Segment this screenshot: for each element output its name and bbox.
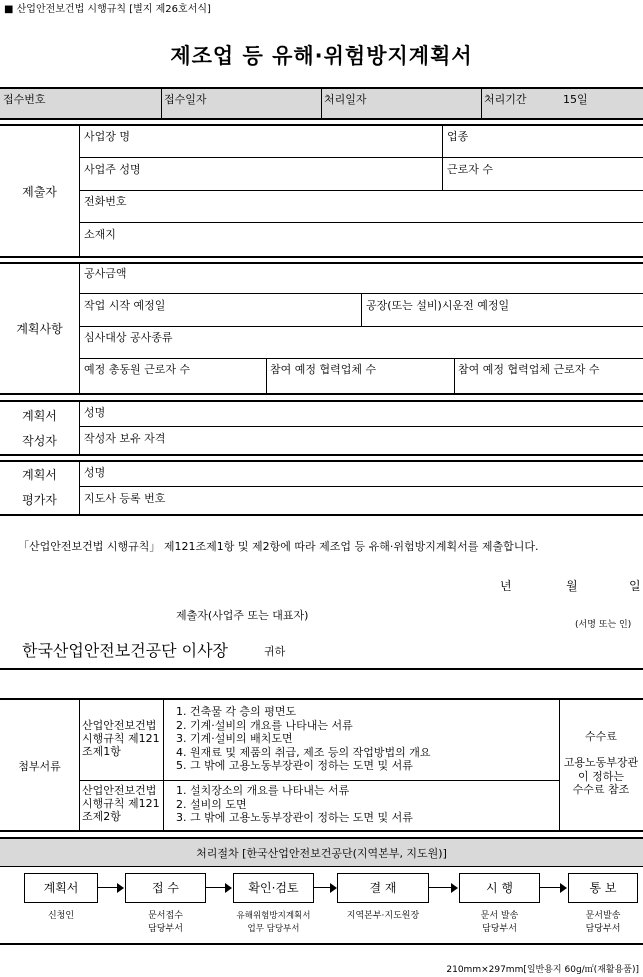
evaluator-label-line2: 평가자 [22,493,57,507]
evaluator-name-field[interactable]: 성명 [84,466,106,479]
evaluator-registration-field[interactable]: 지도사 등록 번호 [84,492,166,505]
receipt-date-label: 접수일자 [164,93,207,106]
submission-statement: 「산업안전보건법 시행규칙」 제121조제1항 및 제2항에 따라 제조업 등 유해·위험방지계획서를 제출합니다. [18,540,539,553]
arrow-icon [314,887,331,888]
procedure-step-receipt: 접 수 [125,873,206,903]
signer-label: 제출자(사업주 또는 대표자) [176,609,309,622]
partner-workers-field[interactable]: 참여 예정 협력업체 근로자 수 [458,363,600,376]
writer-label-line1: 계획서 [22,409,57,423]
process-period-label: 처리기간 [484,93,527,106]
arrow-head-icon [117,883,124,893]
arrow-icon [429,887,452,888]
procedure-label-enforcement: 문서 발송 담당부서 [480,911,519,934]
procedure-label-receipt: 문서접수 담당부서 [148,911,183,934]
owner-name-field[interactable]: 사업주 성명 [84,163,141,176]
procedure-step-enforcement: 시 행 [459,873,540,903]
attachment-group2-list [176,784,413,825]
process-date-label: 처리일자 [324,93,367,106]
list-item: 2. 설비의 도면 [176,797,247,811]
evaluator-label-line1: 계획서 [22,468,57,482]
list-item: 5. 그 밖에 고용노동부장관이 정하는 도면 및 서류 [176,759,413,773]
procedure-step-application: 계획서 [24,873,98,903]
list-item: 3. 그 밖에 고용노동부장관이 정하는 도면 및 서류 [176,811,413,825]
list-item: 4. 원재료 및 제품의 취급, 제조 등의 작업방법의 개요 [176,745,431,759]
writer-label-line2: 작성자 [22,434,57,448]
form-title: 제조업 등 유해·위험방지계획서 [170,44,473,68]
form-header-note: ■ 산업안전보건법 시행규칙 [별지 제26호서식] [4,4,211,15]
date-year: 년 [500,579,512,593]
procedure-step-review: 확인·검토 [233,873,314,903]
attachments-label: 첨부서류 [18,760,61,773]
arrow-icon [98,887,118,888]
address-field[interactable]: 소재지 [84,228,116,241]
arrow-head-icon [330,883,337,893]
procedure-label-approval: 지역본부·지도원장 [346,911,420,921]
date-day: 일 [629,579,641,593]
fee-text: 고용노동부장관 이 정하는 수수료 참조 [563,756,639,796]
arrow-head-icon [560,883,567,893]
recipient-suffix: 귀하 [264,645,286,658]
phone-field[interactable]: 전화번호 [84,195,127,208]
fee-label: 수수료 [585,730,617,743]
writer-qualification-field[interactable]: 작성자 보유 자격 [84,432,166,445]
arrow-icon [540,887,561,888]
arrow-head-icon [451,883,458,893]
list-item: 3. 기계·설비의 배치도면 [176,732,293,746]
receipt-number-label: 접수번호 [3,93,46,106]
construction-amount-field[interactable]: 공사금액 [84,267,127,280]
procedure-header-text: 처리절차 [한국산업안전보건공단(지역본부, 지도원)] [196,847,447,860]
industry-field[interactable]: 업종 [447,130,469,143]
arrow-icon [206,887,226,888]
list-item: 1. 건축물 각 층의 평면도 [176,705,297,718]
business-name-field[interactable]: 사업장 명 [84,130,131,143]
total-workers-field[interactable]: 예정 총동원 근로자 수 [84,363,191,376]
trial-run-date-field[interactable]: 공장(또는 설비)시운전 예정일 [366,299,510,312]
plan-section-label: 계획사항 [16,322,63,336]
arrow-head-icon [225,883,232,893]
worker-count-field[interactable]: 근로자 수 [447,163,494,176]
procedure-step-notification: 통 보 [568,873,638,903]
attachment-group1-list [176,705,430,773]
signature-note: (서명 또는 인) [575,620,632,630]
list-item: 1. 설치장소의 개요를 나타내는 서류 [176,784,350,797]
procedure-label-review: 유해위험방지계획서 업무 담당부서 [236,911,311,934]
date-month: 월 [566,579,578,593]
submitter-section-label: 제출자 [22,185,57,199]
partner-count-field[interactable]: 참여 예정 협력업체 수 [270,363,377,376]
procedure-label-application: 신청인 [47,911,75,921]
procedure-step-approval: 결 재 [337,873,429,903]
process-period-value: 15일 [563,93,588,106]
review-type-field[interactable]: 심사대상 공사종류 [84,331,173,344]
recipient-name: 한국산업안전보건공단 이사장 [22,641,229,660]
paper-size-footer: 210mm×297mm[일반용지 60g/㎡(재활용품)] [446,965,639,975]
list-item: 2. 기계·설비의 개요를 나타내는 서류 [176,718,353,732]
attachment-group2-law: 산업안전보건법 시행규칙 제121 조제2항 [82,784,160,823]
writer-name-field[interactable]: 성명 [84,406,106,419]
procedure-label-notification: 문서발송 담당부서 [585,911,621,934]
work-start-date-field[interactable]: 작업 시작 예정일 [84,299,166,312]
attachment-group1-law: 산업안전보건법 시행규칙 제121 조제1항 [82,719,160,758]
